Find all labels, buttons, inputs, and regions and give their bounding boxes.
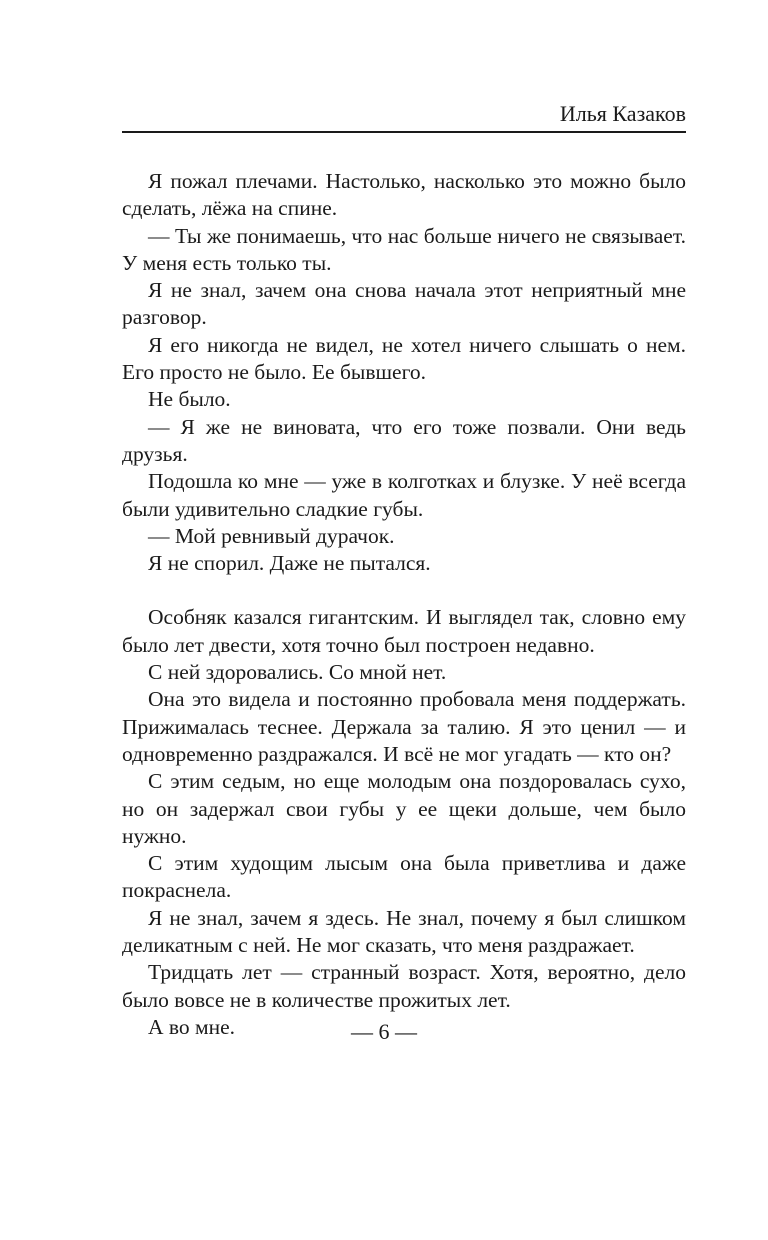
running-head-title: Илья Казаков <box>559 101 686 126</box>
paragraph: С этим худощим лысым она была приветлива и даже покраснела. <box>122 851 686 903</box>
paragraph: А во мне. <box>148 1014 236 1039</box>
section-break <box>122 577 686 604</box>
paragraph: — Я же не виновата, что его тоже позвали. Они ведь друзья. <box>122 414 686 466</box>
paragraph: С ней здоровались. Со мной нет. <box>148 660 447 685</box>
paragraph: Я не знал, зачем я здесь. Не знал, почему я был слишком деликатным с ней. Не мог сказать, что меня раздражает. <box>122 905 686 958</box>
paragraph: — Ты же понимаешь, что нас больше ничего не связывает. У меня есть только ты. <box>122 223 686 275</box>
paragraph: Она это видела и постоянно пробовала меня поддержать. Прижималась теснее. Держала за талию. Я это ценил — и одновременно раздражался. И всё не мог угадать — кто он? <box>122 687 686 766</box>
paragraph: Я не спорил. Даже не пытался. <box>148 551 431 576</box>
paragraph: Я не знал, зачем она снова начала этот неприятный мне разговор. <box>122 278 686 330</box>
paragraph: Особняк казался гигантским. И выглядел так, словно ему было лет двести, хотя точно был построен недавно. <box>122 605 686 657</box>
page-body <box>122 168 686 1041</box>
paragraph: Я его никогда не видел, не хотел ничего слышать о нем. Его просто не было. Ее бывшего. <box>122 332 686 385</box>
page-number: — 6 — <box>351 1019 417 1044</box>
paragraph: С этим седым, но еще молодым она поздоровалась сухо, но он задержал свои губы у ее щеки дольше, чем было нужно. <box>122 769 686 848</box>
paragraph: Не было. <box>148 387 231 412</box>
header-rule <box>122 131 686 133</box>
paragraph: — Мой ревнивый дурачок. <box>148 523 395 548</box>
paragraph: Тридцать лет — странный возраст. Хотя, вероятно, дело было вовсе не в количестве прожитых лет. <box>122 960 686 1012</box>
paragraph: Я пожал плечами. Настолько, насколько это можно было сделать, лёжа на спине. <box>122 169 686 221</box>
paragraph: Подошла ко мне — уже в колготках и блузке. У неё всегда были удивительно сладкие губы. <box>122 469 686 521</box>
